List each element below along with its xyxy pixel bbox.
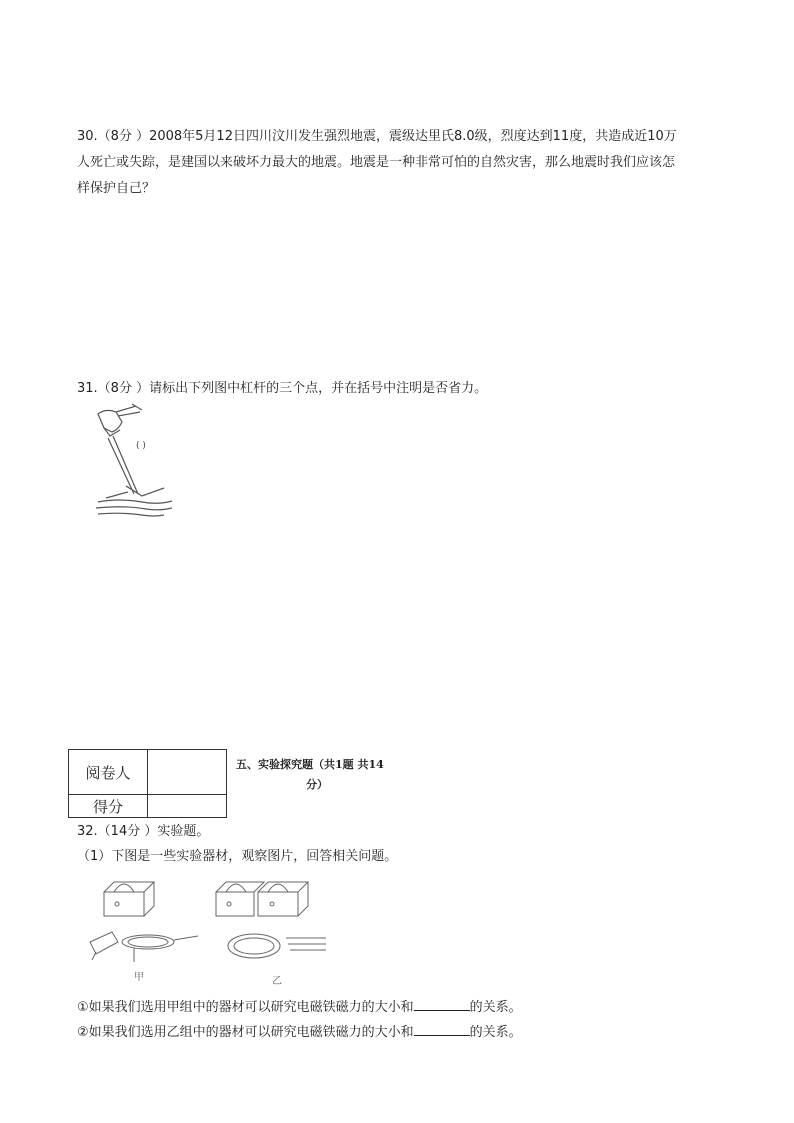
answer-1-suffix: 的关系。 — [469, 1000, 522, 1015]
question-30-line-1: 30.（8分 ）2008年5月12日四川汶川发生强烈地震，震级达里氏8.0级，烈度达到11度，共造成近10万 — [77, 129, 677, 144]
section-5-title — [236, 755, 406, 795]
question-32: 32.（14分 ）实验题。 — [77, 824, 210, 839]
answer-1 — [77, 997, 522, 1017]
lever-answer-bracket: ( ) — [136, 441, 146, 451]
lever-illustration — [88, 402, 188, 520]
reviewer-cell — [148, 750, 227, 795]
reviewer-label: 阅卷人 — [69, 750, 148, 795]
score-label: 得分 — [69, 795, 148, 818]
answer-1-blank[interactable] — [414, 997, 470, 1011]
question-30 — [77, 128, 677, 206]
section-5-title-line-2: 分） — [306, 778, 328, 791]
question-32-sub-1: （1）下图是一些实验器材，观察图片，回答相关问题。 — [77, 849, 398, 864]
answer-1-text: ①如果我们选用甲组中的器材可以研究电磁铁磁力的大小和 — [77, 1000, 414, 1015]
score-table — [68, 749, 227, 818]
group-yi-label: 乙 — [272, 976, 282, 987]
question-31: 31.（8分 ）请标出下列图中杠杆的三个点，并在括号中注明是否省力。 — [77, 381, 488, 396]
answer-2-text: ②如果我们选用乙组中的器材可以研究电磁铁磁力的大小和 — [77, 1025, 414, 1040]
answer-2-blank[interactable] — [414, 1022, 470, 1036]
section-5-title-line-1: 五、实验探究题（共1题 共14 — [236, 758, 384, 771]
score-cell — [148, 795, 227, 818]
apparatus-illustration — [76, 872, 336, 990]
question-30-line-3: 样保护自己？ — [77, 181, 156, 196]
question-30-line-2: 人死亡或失踪，是建国以来破坏力最大的地震。地震是一种非常可怕的自然灾害，那么地震时我们应该怎 — [77, 155, 676, 170]
answer-2-suffix: 的关系。 — [469, 1025, 522, 1040]
answer-2 — [77, 1022, 522, 1042]
group-jia-label: 甲 — [134, 972, 144, 983]
